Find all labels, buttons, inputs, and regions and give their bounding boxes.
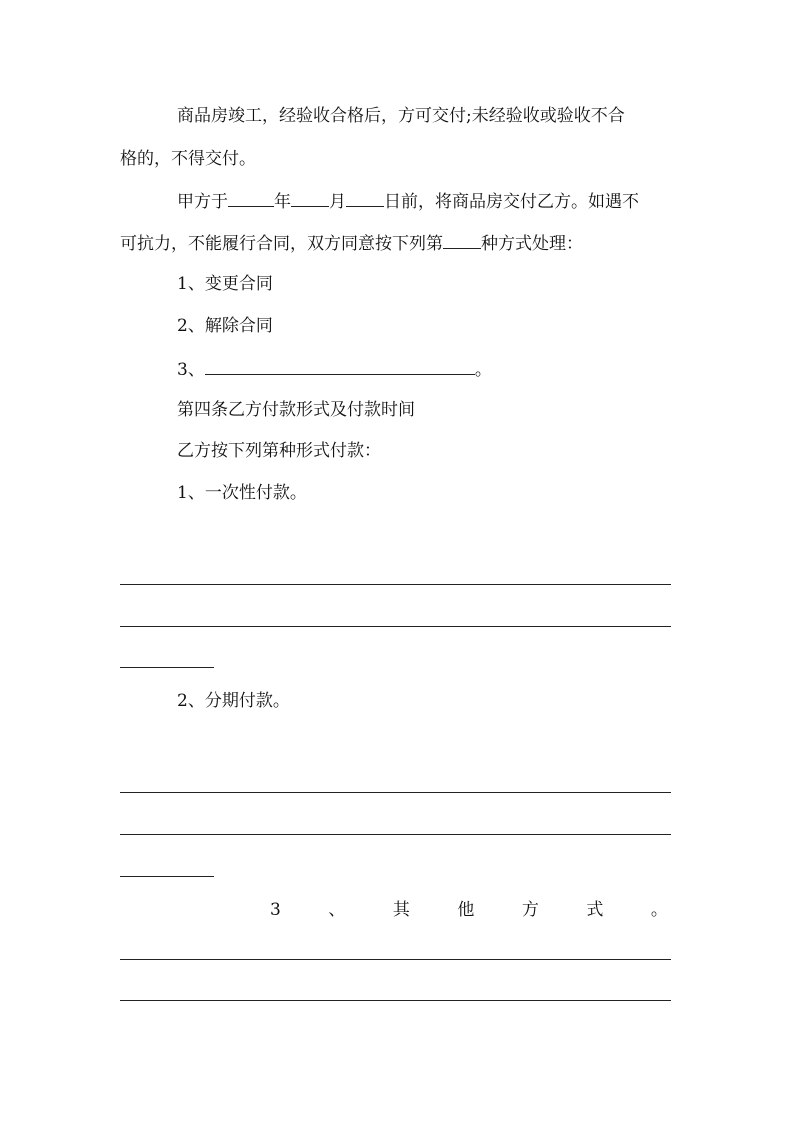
blank-day[interactable] [346,188,384,207]
option-other [177,356,492,382]
payment-other-char: 其 [392,900,410,920]
blank-line-lump-sum-3[interactable] [120,667,214,668]
payment-installment: 2、分期付款。 [177,691,290,711]
blank-month[interactable] [291,188,329,207]
payment-other-char: 3 [270,900,281,920]
payment-other-char: 、 [328,900,346,920]
text-force-majeure: 可抗力，不能履行合同，双方同意按下列第 [120,234,443,254]
blank-option-number[interactable] [443,230,481,249]
option-terminate-contract: 2、解除合同 [177,316,273,336]
blank-line-lump-sum-1[interactable] [120,584,671,585]
paragraph-delivery-line2: 格的，不得交付。 [120,149,256,169]
blank-line-other-2[interactable] [120,1000,671,1001]
option-other-period: 。 [474,360,492,380]
payment-other-char: 他 [457,900,475,920]
article-4-title: 第四条乙方付款形式及付款时间 [177,400,415,420]
paragraph-delivery-date-line1 [177,188,639,214]
option-change-contract: 1、变更合同 [177,274,273,294]
text-day-rest: 日前，将商品房交付乙方。如遇不 [384,192,639,212]
payment-other-char: 方 [521,900,539,920]
option-other-number: 3、 [177,360,205,380]
paragraph-delivery-date-line2 [120,230,583,256]
text-year: 年 [274,192,291,212]
payment-lump-sum: 1、一次性付款。 [177,483,307,503]
blank-option-other[interactable] [205,356,475,375]
payment-other-method [270,898,668,922]
blank-line-installment-3[interactable] [120,876,214,877]
text-month: 月 [329,192,346,212]
blank-year[interactable] [228,188,274,207]
payment-other-char: 。 [650,900,668,920]
blank-line-lump-sum-2[interactable] [120,626,671,627]
paragraph-delivery-line1: 商品房竣工，经验收合格后，方可交付;未经验收或验收不合 [177,106,625,126]
blank-line-other-1[interactable] [120,959,671,960]
blank-line-installment-1[interactable] [120,792,671,793]
text-handling: 种方式处理： [481,234,583,254]
payment-other-char: 式 [586,900,604,920]
blank-line-installment-2[interactable] [120,834,671,835]
text-jiafang-yu: 甲方于 [177,192,228,212]
article-4-intro: 乙方按下列第种形式付款： [177,441,381,461]
